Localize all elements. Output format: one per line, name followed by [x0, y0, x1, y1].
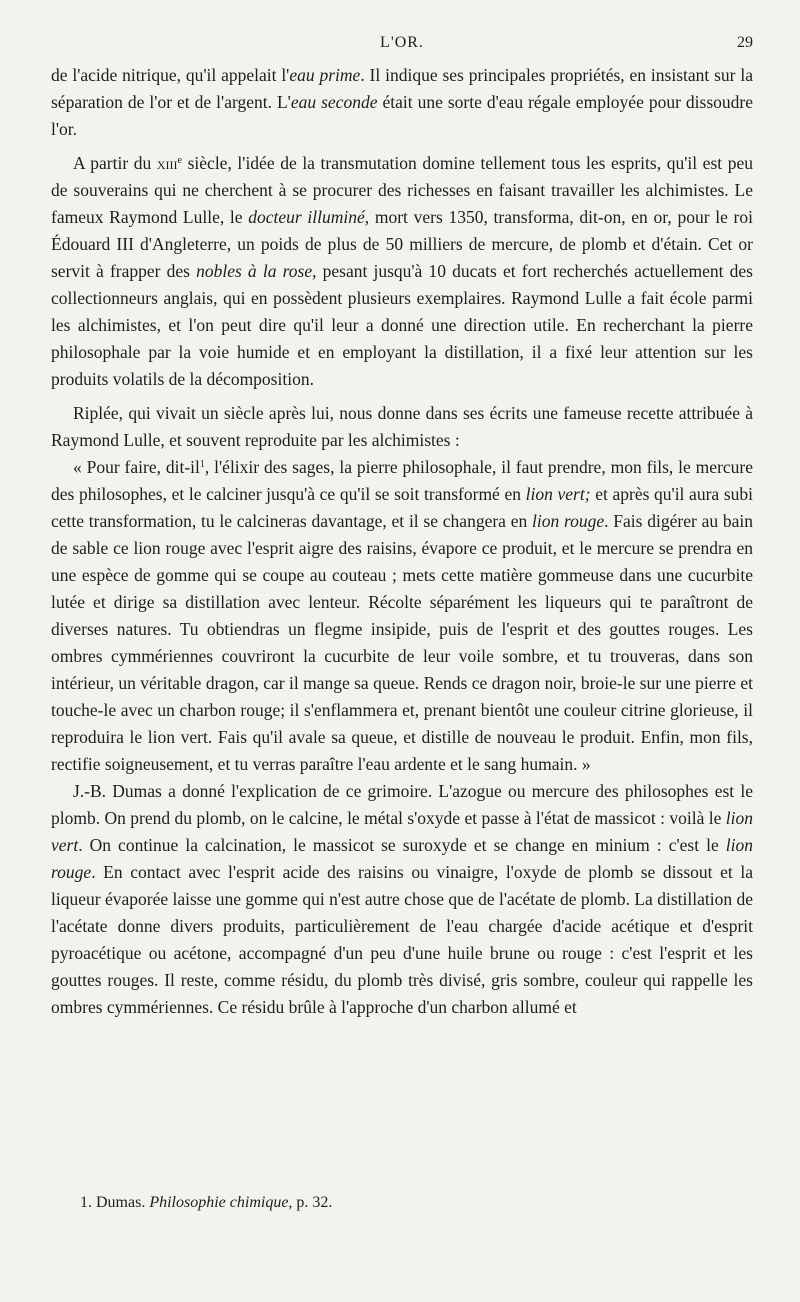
body-text	[51, 62, 753, 1021]
page-number: 29	[737, 34, 753, 51]
page-header	[51, 34, 753, 56]
page	[51, 34, 753, 1021]
footnote: 1. Dumas. Philosophie chimique, p. 32.	[80, 1194, 333, 1211]
paragraph-5: J.-B. Dumas a donné l'explication de ce grimoire. L'azogue ou mercure des philosophes est le plomb. On prend du plomb, on le calcine, le métal s'oxyde et passe à l'état de massicot : voilà le lion vert. On continue la calcination, le massicot se suroxyde et se change en minium : c'est le lion rouge. En contact avec l'esprit acide des raisins ou vinaigre, l'oxyde de plomb se dissout et la liqueur évaporée laisse une gomme qui n'est autre chose que de l'acétate de plomb. La distillation de l'acétate donne divers produits, particulièrement de l'eau chargée d'acide acétique et d'esprit pyroacétique ou acétone, accompagné d'un peu d'une huile brune ou rouge : c'est l'esprit et les gouttes rouges. Il reste, comme résidu, du plomb très divisé, gris sombre, couleur qui rappelle les ombres cymmériennes. Ce résidu brûle à l'approche d'un charbon allumé et	[51, 781, 753, 1017]
running-title: L'OR.	[380, 34, 424, 51]
paragraph-1: de l'acide nitrique, qu'il appelait l'eau prime. Il indique ses principales propriétés, en insistant sur la séparation de l'or et de l'argent. L'eau seconde était une sorte d'eau régale employée pour dissoudre l'or.	[51, 65, 753, 139]
footnote-ref: 1	[199, 459, 205, 470]
quoted-recipe: « Pour faire, dit-$il^1$, l'élixir des sages, la pierre philosophale, il faut prendre, mon fils, le mercure des philosophes, et le calciner jusqu'à ce qu'il se soit transformé en lion vert; et après qu'il aura subi cette transformation, tu le calcineras davantage, et il se changera en lion rouge. Fais digérer au bain de sable ce lion rouge avec l'esprit aigre des raisins, évapore ce produit, et le mercure se prendra en une espèce de gomme qui se coupe au couteau ; mets cette matière gommeuse dans une cucurbite lutée et dirige sa distillation avec lenteur. Récolte séparément les liqueurs qui te paraîtront de diverses natures. Tu obtiendras un flegme insipide, puis de l'esprit et des gouttes rouges. Les ombres cymmériennes couvriront la cucurbite de leur voile sombre, et tu trouveras, dans son intérieur, un véritable dragon, car il mange sa queue. Rends ce dragon noir, broie-le sur une pierre et touche-le avec un charbon rouge; il s'enflammera et, prenant bientôt une couleur citrine glorieuse, il reproduira le lion vert. Fais qu'il avale sa queue, et distille de nouveau le produit. Enfin, mon fils, rectifie soigneusement, et tu verras paraître l'eau ardente et le sang humain. »	[51, 457, 754, 774]
paragraph-3: Riplée, qui vivait un siècle après lui, nous donne dans ses écrits une fameuse recette attribuée à Raymond Lulle, et souvent reproduite par les alchimistes :	[51, 403, 753, 450]
paragraph-2: A partir du xiii$^e$ siècle, l'idée de la transmutation domine tellement tous les esprits, qu'il est peu de souverains qui ne cherchent à se procurer des richesses en faisant travailler les alchimistes. Le fameux Raymond Lulle, le docteur illuminé, mort vers 1350, transforma, dit-on, en or, pour le roi Édouard III d'Angleterre, un poids de plus de 50 milliers de mercure, de plomb et d'étain. Cet or servit à frapper des nobles à la rose, pesant jusqu'à 10 ducats et fort recherchés actuellement des collectionneurs anglais, qui en possèdent plusieurs exemplaires. Raymond Lulle a fait école parmi les alchimistes, et l'on peut dire qu'il leur a donné une direction utile. En recherchant la pierre philosophale par la voie humide et en employant la distillation, il a fixé leur attention sur les produits volatils de la décomposition.	[51, 153, 753, 389]
